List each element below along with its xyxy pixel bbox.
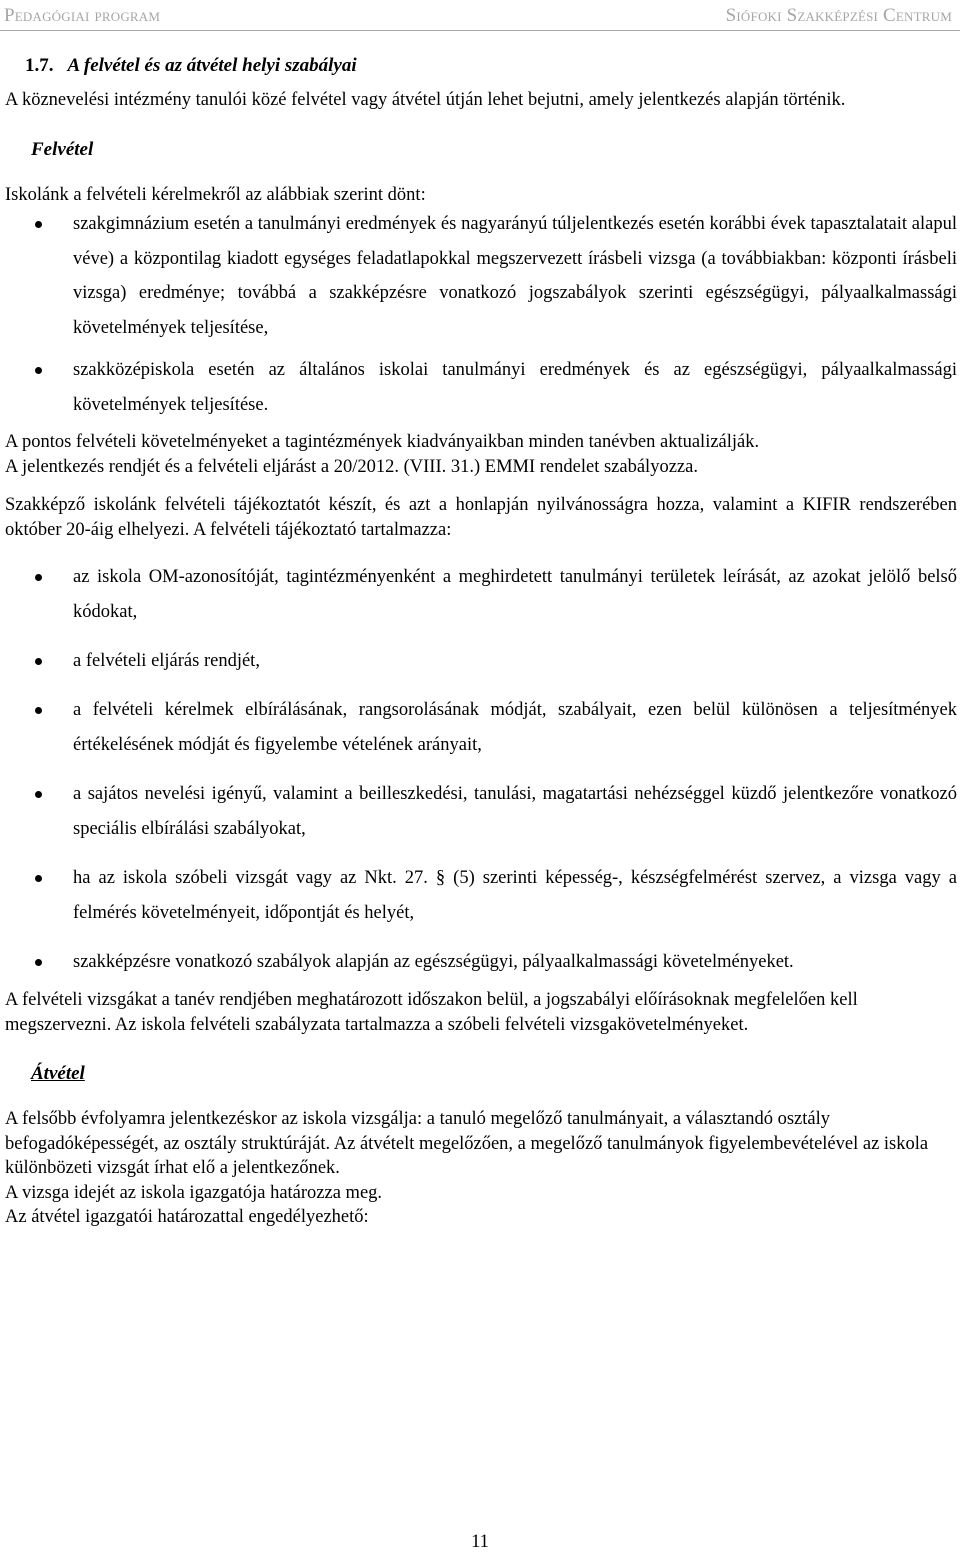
atvetel-paragraph: Az átvétel igazgatói határozattal engedélyezhető: <box>5 1207 369 1227</box>
felvetel-paragraph: A pontos felvételi követelményeket a tagintézmények kiadványaikban minden tanévben aktualizálják. <box>5 432 760 452</box>
list-item: szakközépiskola esetén az általános iskolai tanulmányi eredmények és az egészségügyi, pályaalkalmassági követelmények teljesítése. <box>5 353 957 422</box>
felvetel-lead: Iskolánk a felvételi kérelmekről az alábbiak szerint dönt: <box>5 184 426 205</box>
felvetel-paragraph: Szakképző iskolánk felvételi tájékoztatót készít, és azt a honlapján nyilvánosságra hozza, valamint a KIFIR rendszerében október 20-áig elhelyezi. A felvételi tájékoztató tartalmazza: <box>5 495 957 540</box>
list-item: szakképzésre vonatkozó szabályok alapján az egészségügyi, pályaalkalmassági követelményeket. <box>5 945 957 980</box>
header-left-title: Pedagógiai program <box>4 5 161 26</box>
atvetel-heading-text: Átvétel <box>31 1063 85 1084</box>
list-item: ha az iskola szóbeli vizsgát vagy az Nkt. 27. § (5) szerinti képesség-, készségfelmérést szervez, a vizsga vagy a felmérés követelményeit, időpontját és helyét, <box>5 861 957 931</box>
section-heading <box>25 54 957 78</box>
list-item: az iskola OM-azonosítóját, tagintézményenként a meghirdetett tanulmányi területek leírását, az azokat jelölő belső kódokat, <box>5 560 957 630</box>
section-intro: A köznevelési intézmény tanulói közé felvétel vagy átvétel útján lehet bejutni, amely jelentkezés alapján történik. <box>5 90 846 110</box>
section-number: 1.7. <box>25 55 54 76</box>
atvetel-heading <box>31 1063 957 1085</box>
felvetel-criteria-list <box>5 207 957 422</box>
document-body <box>5 54 957 1230</box>
atvetel-paragraph: A vizsga idejét az iskola igazgatója határozza meg. <box>5 1182 383 1203</box>
list-item: szakgimnázium esetén a tanulmányi eredmények és nagyarányú túljelentkezés esetén korábbi évek tapasztalatait alapul véve) a központilag kiadott egységes feladatlapokkal megszervezett írásbeli vizsga (a továbbiakban: központi írásbeli vizsga) eredménye; továbbá a szakképzésre vonatkozó jogszabályok szerinti egészségügyi, pályaalkalmassági követelmények teljesítése, <box>5 207 957 345</box>
tajekoztato-content-list <box>5 560 957 980</box>
list-item: a felvételi kérelmek elbírálásának, rangsorolásának módját, szabályait, ezen belül különösen a teljesítmények értékelésének módját és figyelembe vételének arányait, <box>5 693 957 763</box>
page-header <box>0 0 960 31</box>
page-number: 11 <box>471 1532 489 1552</box>
list-item: a felvételi eljárás rendjét, <box>5 644 957 679</box>
felvetel-paragraph: A jelentkezés rendjét és a felvételi eljárást a 20/2012. (VIII. 31.) EMMI rendelet szabályozza. <box>5 456 698 477</box>
felvetel-heading: Felvétel <box>31 138 94 160</box>
atvetel-paragraph: A felsőbb évfolyamra jelentkezéskor az iskola vizsgálja: a tanuló megelőző tanulmányait, a választandó osztály befogadóképességét, az osztály struktúráját. Az átvételt megelőzően, a megelőző tanulmányok figyelembevételével az iskola különbözeti vizsgát írhat elő a jelentkezőnek. <box>5 1109 929 1178</box>
header-right-title: Siófoki Szakképzési Centrum <box>725 5 952 26</box>
section-title: A felvétel és az átvétel helyi szabályai <box>67 55 357 76</box>
list-item: a sajátos nevelési igényű, valamint a beilleszkedési, tanulási, magatartási nehézséggel küzdő jelentkezőre vonatkozó speciális elbírálási szabályokat, <box>5 777 957 847</box>
felvetel-paragraph: A felvételi vizsgákat a tanév rendjében meghatározott időszakon belül, a jogszabályi előírásoknak megfelelően kell megszervezni. Az iskola felvételi szabályzata tartalmazza a szóbeli felvételi vizsgakövetelményeket. <box>5 990 858 1035</box>
